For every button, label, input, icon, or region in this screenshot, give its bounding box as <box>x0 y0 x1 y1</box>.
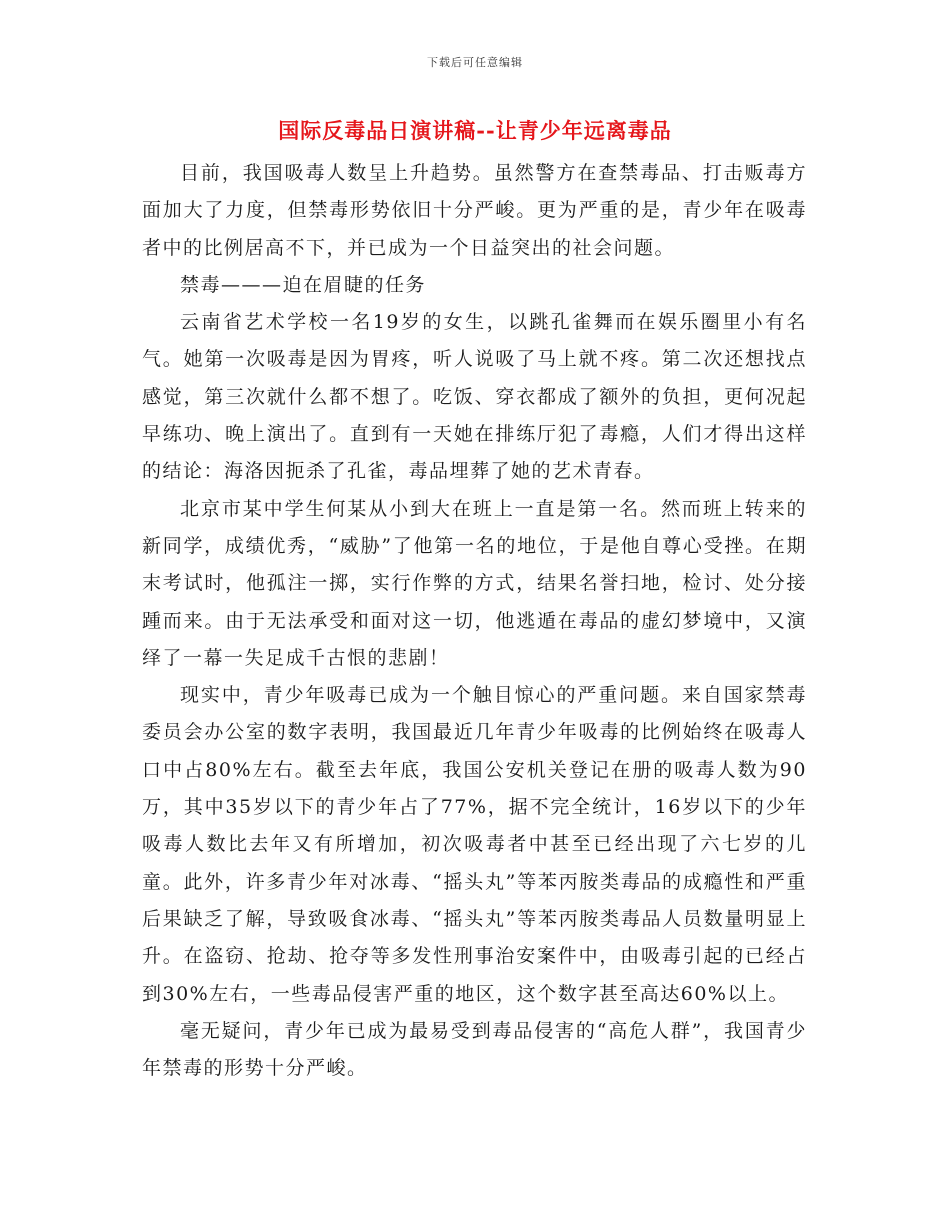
paragraph-yunnan-case: 云南省艺术学校一名19岁的女生，以跳孔雀舞而在娱乐圈里小有名气。她第一次吸毒是因为胃疼，听人说吸了马上就不疼。第二次还想找点感觉，第三次就什么都不想了。吃饭、穿衣都成了额外的负担，更何况起早练功、晚上演出了。直到有一天她在排练厅犯了毒瘾，人们才得出这样的结论：海洛因扼杀了孔雀，毒品埋葬了她的艺术青春。 <box>142 311 807 483</box>
document-title: 国际反毒品日演讲稿--让青少年远离毒品 <box>278 118 672 143</box>
paragraph-intro: 目前，我国吸毒人数呈上升趋势。虽然警方在查禁毒品、打击贩毒方面加大了力度，但禁毒形势依旧十分严峻。更为严重的是，青少年在吸毒者中的比例居高不下，并已成为一个日益突出的社会问题。 <box>142 162 807 259</box>
header-note: 下载后可任意编辑 <box>427 56 523 69</box>
paragraph-statistics: 现实中，青少年吸毒已成为一个触目惊心的严重问题。来自国家禁毒委员会办公室的数字表明，我国最近几年青少年吸毒的比例始终在吸毒人口中占80%左右。截至去年底，我国公安机关登记在册的吸毒人数为90万，其中35岁以下的青少年占了77%，据不完全统计，16岁以下的少年吸毒人数比去年又有所增加，初次吸毒者中甚至已经出现了六七岁的儿童。此外，许多青少年对冰毒、“摇头丸”等苯丙胺类毒品的成瘾性和严重后果缺乏了解，导致吸食冰毒、“摇头丸”等苯丙胺类毒品人员数量明显上升。在盗窃、抢劫、抢夺等多发性刑事治安案件中，由吸毒引起的已经占到30%左右，一些毒品侵害严重的地区，这个数字甚至高达60%以上。 <box>142 684 807 1005</box>
document-body <box>142 155 807 1087</box>
paragraph-conclusion: 毫无疑问，青少年已成为最易受到毒品侵害的“高危人群”，我国青少年禁毒的形势十分严峻。 <box>142 1019 807 1080</box>
paragraph-subheading: 禁毒———迫在眉睫的任务 <box>180 273 427 296</box>
paragraph-beijing-case: 北京市某中学生何某从小到大在班上一直是第一名。然而班上转来的新同学，成绩优秀，“威胁”了他第一名的地位，于是他自尊心受挫。在期末考试时，他孤注一掷，实行作弊的方式，结果名誉扫地，检讨、处分接踵而来。由于无法承受和面对这一切，他逃遁在毒品的虚幻梦境中，又演绎了一幕一失足成千古恨的悲剧！ <box>142 497 807 669</box>
